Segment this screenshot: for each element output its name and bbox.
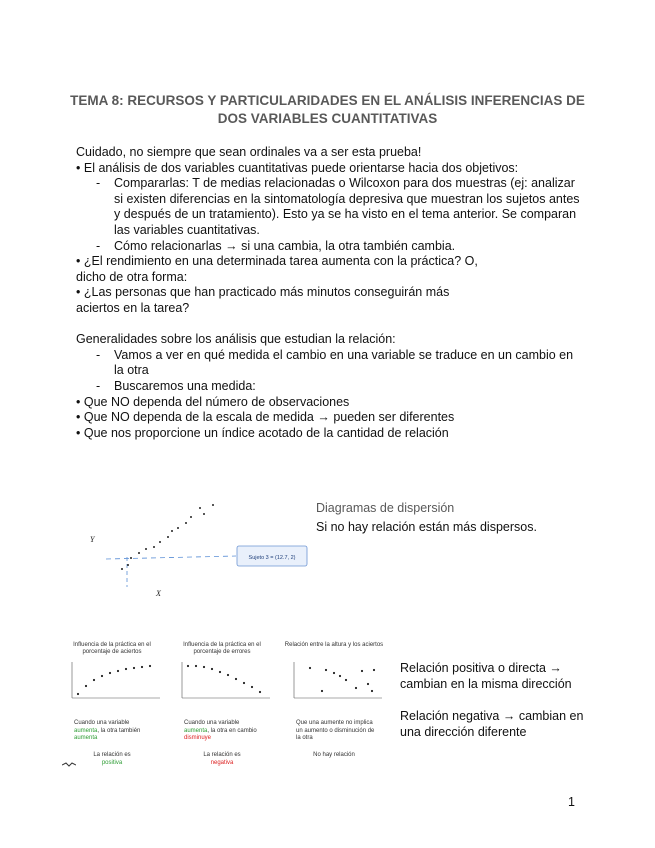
conclusion-negative: negativa [210, 759, 234, 766]
mini-chart-description: Cuando una variable aumenta, la otra también aumenta [74, 720, 141, 741]
dash-marker: - [96, 347, 101, 362]
page-number: 1 [568, 795, 575, 809]
highlight-increase: aumenta [74, 727, 98, 734]
mini-chart-title: Relación entre la altura y los aciertos [284, 642, 384, 648]
scatter-point [203, 513, 205, 515]
mini-chart-description: Que una aumente no implica un aumento o disminución de la otra [296, 720, 375, 741]
mini-chart-conclusion: La relación es negativa [170, 752, 274, 767]
small-mark-icon [62, 762, 76, 768]
bullet-practice: • ¿Las personas que han practicado más minutos conseguirán más aciertos en la tarea? [76, 285, 496, 316]
mini-chart-description: Cuando una variable aumenta, la otra en cambio disminuye [184, 720, 257, 741]
scatter-point [171, 530, 173, 532]
dash-marker: - [96, 238, 101, 253]
scatter-point [159, 541, 161, 543]
scatter-point [153, 546, 155, 548]
scatter-diagram-figure [86, 495, 311, 605]
dash-text: Cómo relacionarlas → si una cambia, la otra también cambia. [114, 238, 456, 253]
scatter-point [121, 568, 123, 570]
intro-line: Cuidado, no siempre que sean ordinales va a ser esta prueba! [76, 145, 422, 159]
scatter-point [177, 527, 179, 529]
x-axis-label: X [156, 589, 161, 598]
bullet-performance: • ¿El rendimiento en una determinada tarea aumenta con la práctica? O, dicho de otra forma: [76, 254, 491, 285]
bullet-observations: • Que NO dependa del número de observaciones [76, 395, 586, 411]
relation-negative-text: Relación negativa → cambian en una dirección diferente [400, 709, 584, 739]
dash-text: Buscaremos una medida: [114, 378, 256, 393]
document-title: TEMA 8: RECURSOS Y PARTICULARIDADES EN EL ANÁLISIS INFERENCIAS DE DOS VARIABLES CUANTITATIVAS [70, 93, 585, 126]
bullet-objectives: • El análisis de dos variables cuantitativas puede orientarse hacia dos objetivos: [76, 161, 586, 177]
scatter-point [190, 516, 192, 518]
dash-item-search-measure [76, 379, 586, 395]
guide-line-horizontal [106, 556, 236, 559]
scatter-point [167, 536, 169, 538]
mini-plot [282, 658, 386, 718]
scatter-points [121, 504, 214, 570]
scatter-point [145, 548, 147, 550]
scatter-point [185, 522, 187, 524]
mini-chart-title: Influencia de la práctica en el porcentaje de errores [183, 642, 261, 655]
scatter-point [212, 504, 214, 506]
highlight-decrease: disminuye [184, 735, 212, 741]
mini-plot [170, 658, 274, 718]
dash-marker: - [96, 176, 101, 191]
bullet-scale: • Que NO dependa de la escala de medida → pueden ser diferentes [76, 410, 586, 426]
scatter-caption-text: Si no hay relación están más dispersos. [316, 520, 537, 534]
mini-chart-title: Influencia de la práctica en el porcentaje de aciertos [73, 642, 151, 655]
dash-text: Compararlas: T de medias relacionadas o Wilcoxon para dos muestras (ej: analizar si existen diferencias en la sintomatología depresiva que muestran los sujetos antes y después de un tratamiento). Esto ya se ha visto en el tema anterior. Se comparan las variables cuantitativas. [114, 176, 580, 237]
dash-item-measure-change [76, 348, 586, 379]
highlight-increase: aumenta [74, 735, 98, 741]
conclusion-positive: positiva [101, 759, 123, 766]
generalities-heading: Generalidades sobre los análisis que estudian la relación: [76, 332, 396, 347]
document-body [76, 145, 586, 441]
dash-text: Vamos a ver en qué medida el cambio en una variable se traduce en un cambio en la otra [114, 347, 574, 378]
mini-plot [60, 658, 164, 718]
subject-callout-label: Sujeto 3 = (12.7, 2) [248, 555, 296, 561]
scatter-point [130, 557, 132, 559]
mini-chart-conclusion: No hay relación [313, 752, 355, 758]
mini-chart-conclusion: La relación es positiva [60, 752, 164, 767]
y-axis-label: Y [90, 535, 95, 544]
highlight-increase: aumenta [184, 727, 208, 734]
mini-chart-negative [170, 642, 274, 772]
relation-positive-text: Relación positiva o directa → cambian en la misma dirección [400, 661, 572, 691]
scatter-point [199, 507, 201, 509]
dash-item-compare [76, 176, 586, 238]
scatter-caption-title: Diagramas de dispersión [316, 501, 455, 515]
scatter-point [138, 552, 140, 554]
bullet-index: • Que nos proporcione un índice acotado de la cantidad de relación [76, 426, 586, 442]
mini-chart-positive [60, 642, 164, 772]
scatter-point [127, 564, 129, 566]
mini-chart-no-relation [282, 642, 386, 772]
dash-marker: - [96, 378, 101, 393]
dash-item-relate [76, 239, 586, 255]
